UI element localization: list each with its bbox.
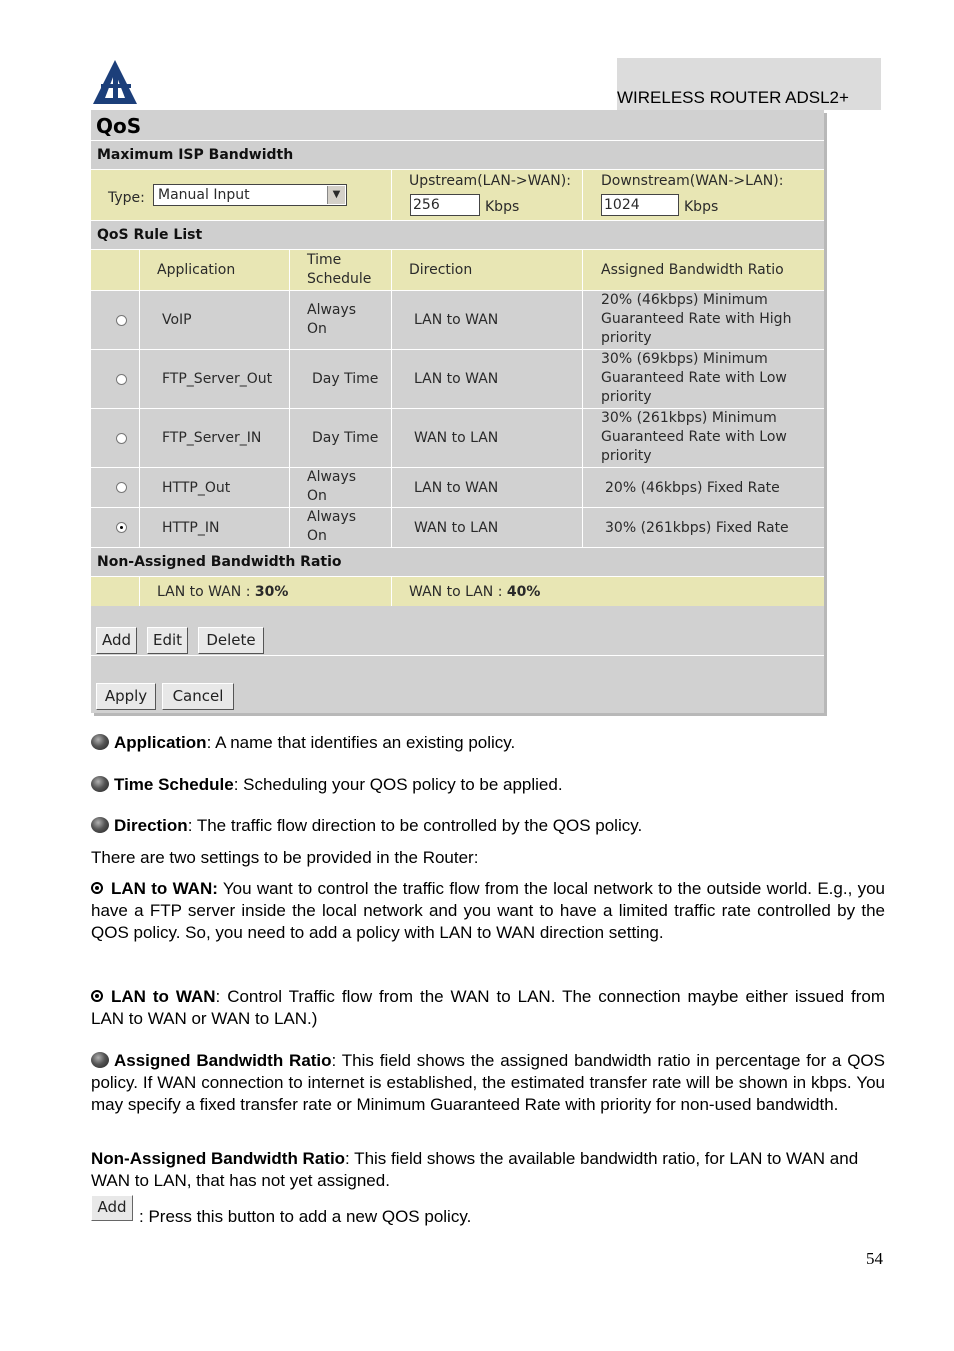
rule-list-header-row	[91, 250, 824, 290]
section-non-assigned-bandwidth: Non-Assigned Bandwidth Ratio	[91, 547, 824, 577]
rule-time-schedule: Day Time	[312, 371, 379, 387]
target-bullet-icon	[91, 882, 103, 894]
table-row	[91, 467, 824, 507]
doc-lan-to-wan-2: LAN to WAN: Control Traffic flow from the WAN to LAN. The connection maybe either issued from LAN to WAN or WAN to LAN.)	[91, 987, 885, 1028]
document-header-title: WIRELESS ROUTER ADSL2+	[617, 88, 849, 107]
panel-title: QoS	[96, 114, 142, 138]
upstream-label: Upstream(LAN->WAN):	[409, 173, 571, 189]
header-time-schedule: Time Schedule	[307, 252, 372, 287]
header-application: Application	[157, 262, 236, 278]
bullet-icon	[91, 817, 109, 833]
downstream-label: Downstream(WAN->LAN):	[601, 173, 784, 189]
table-row	[91, 290, 824, 349]
doc-lan-to-wan-1: LAN to WAN: You want to control the traffic flow from the local network to the outside world. E.g., you have a FTP server inside the local network and you want to have a limited traffic rate controlled by the QOS policy. So, you need to add a policy with LAN to WAN direction setting.	[91, 879, 885, 942]
table-row	[91, 507, 824, 547]
upstream-input[interactable]: 256	[410, 194, 480, 216]
downstream-input[interactable]: 1024	[601, 194, 679, 216]
non-assigned-lan-to-wan: LAN to WAN : 30%	[157, 584, 289, 600]
section-qos-rule-list: QoS Rule List	[91, 220, 824, 250]
rule-radio[interactable]	[116, 315, 127, 326]
rule-direction: WAN to LAN	[414, 430, 499, 446]
rule-time-schedule: Always On	[307, 469, 357, 504]
doc-assigned-bandwidth-ratio: Assigned Bandwidth Ratio: This field shows the assigned bandwidth ratio in percentage for a QOS policy. If WAN connection to internet is established, the estimated transfer rate will be shown in kbps. You may specify a fixed transfer rate or Minimum Guaranteed Rate with priority for non-used bandwidth.	[91, 1051, 885, 1114]
add-button[interactable]: Add	[96, 627, 137, 654]
rule-direction: LAN to WAN	[414, 480, 499, 496]
rule-radio[interactable]	[116, 433, 127, 444]
bullet-icon	[91, 776, 109, 792]
bullet-icon	[91, 1052, 109, 1068]
doc-time-schedule: Time Schedule: Scheduling your QOS policy to be applied.	[91, 774, 885, 796]
add-button-image: Add	[91, 1195, 133, 1221]
rule-application: FTP_Server_Out	[162, 371, 273, 387]
rule-bandwidth-ratio: 30% (261kbps) Fixed Rate	[605, 520, 789, 536]
upstream-unit: Kbps	[485, 199, 520, 215]
rule-time-schedule: Always On	[307, 509, 357, 544]
type-label: Type:	[108, 190, 145, 206]
bullet-icon	[91, 734, 109, 750]
doc-add-description: : Press this button to add a new QOS policy.	[139, 1207, 472, 1226]
rule-radio[interactable]	[116, 374, 127, 385]
rule-application: HTTP_Out	[162, 480, 231, 496]
rule-application: VoIP	[162, 312, 192, 328]
chevron-down-icon: ▼	[327, 186, 345, 204]
rule-radio[interactable]	[116, 482, 127, 493]
rule-direction: LAN to WAN	[414, 371, 499, 387]
rule-bandwidth-ratio: 20% (46kbps) Fixed Rate	[605, 480, 780, 496]
rule-bandwidth-ratio: 30% (69kbps) Minimum Guaranteed Rate with Low priority	[601, 351, 787, 405]
edit-button[interactable]: Edit	[147, 627, 188, 654]
rule-time-schedule: Day Time	[312, 430, 379, 446]
brand-logo	[92, 58, 138, 106]
table-row	[91, 408, 824, 467]
qos-panel	[91, 110, 824, 713]
non-assigned-wan-to-lan: WAN to LAN : 40%	[409, 584, 541, 600]
table-row	[91, 349, 824, 408]
delete-button[interactable]: Delete	[198, 627, 264, 654]
cancel-button[interactable]: Cancel	[162, 683, 234, 710]
doc-non-assigned-bandwidth-ratio: Non-Assigned Bandwidth Ratio: This field shows the available bandwidth ratio, for LAN to WAN and WAN to LAN, that has not yet assigned.	[91, 1149, 859, 1190]
rule-bandwidth-ratio: 20% (46kbps) Minimum Guaranteed Rate with High priority	[601, 292, 792, 346]
page-number: 54	[866, 1249, 883, 1268]
section-max-isp-bandwidth: Maximum ISP Bandwidth	[91, 140, 824, 170]
doc-two-settings: There are two settings to be provided in the Router:	[91, 848, 479, 867]
rule-time-schedule: Always On	[307, 302, 357, 337]
doc-direction: Direction: The traffic flow direction to be controlled by the QOS policy.	[91, 815, 885, 837]
rule-application: HTTP_IN	[162, 520, 220, 536]
rule-direction: WAN to LAN	[414, 520, 499, 536]
rule-radio-selected[interactable]	[116, 522, 127, 533]
target-bullet-icon	[91, 990, 103, 1002]
type-select[interactable]: Manual Input ▼	[153, 184, 347, 206]
rule-direction: LAN to WAN	[414, 312, 499, 328]
rule-application: FTP_Server_IN	[162, 430, 262, 446]
non-assigned-row	[91, 577, 824, 606]
header-assigned-bandwidth-ratio: Assigned Bandwidth Ratio	[601, 262, 784, 278]
header-direction: Direction	[409, 262, 473, 278]
rule-bandwidth-ratio: 30% (261kbps) Minimum Guaranteed Rate with Low priority	[601, 410, 787, 464]
doc-application: Application: A name that identifies an existing policy.	[91, 732, 885, 754]
downstream-unit: Kbps	[684, 199, 719, 215]
apply-button[interactable]: Apply	[96, 683, 156, 710]
